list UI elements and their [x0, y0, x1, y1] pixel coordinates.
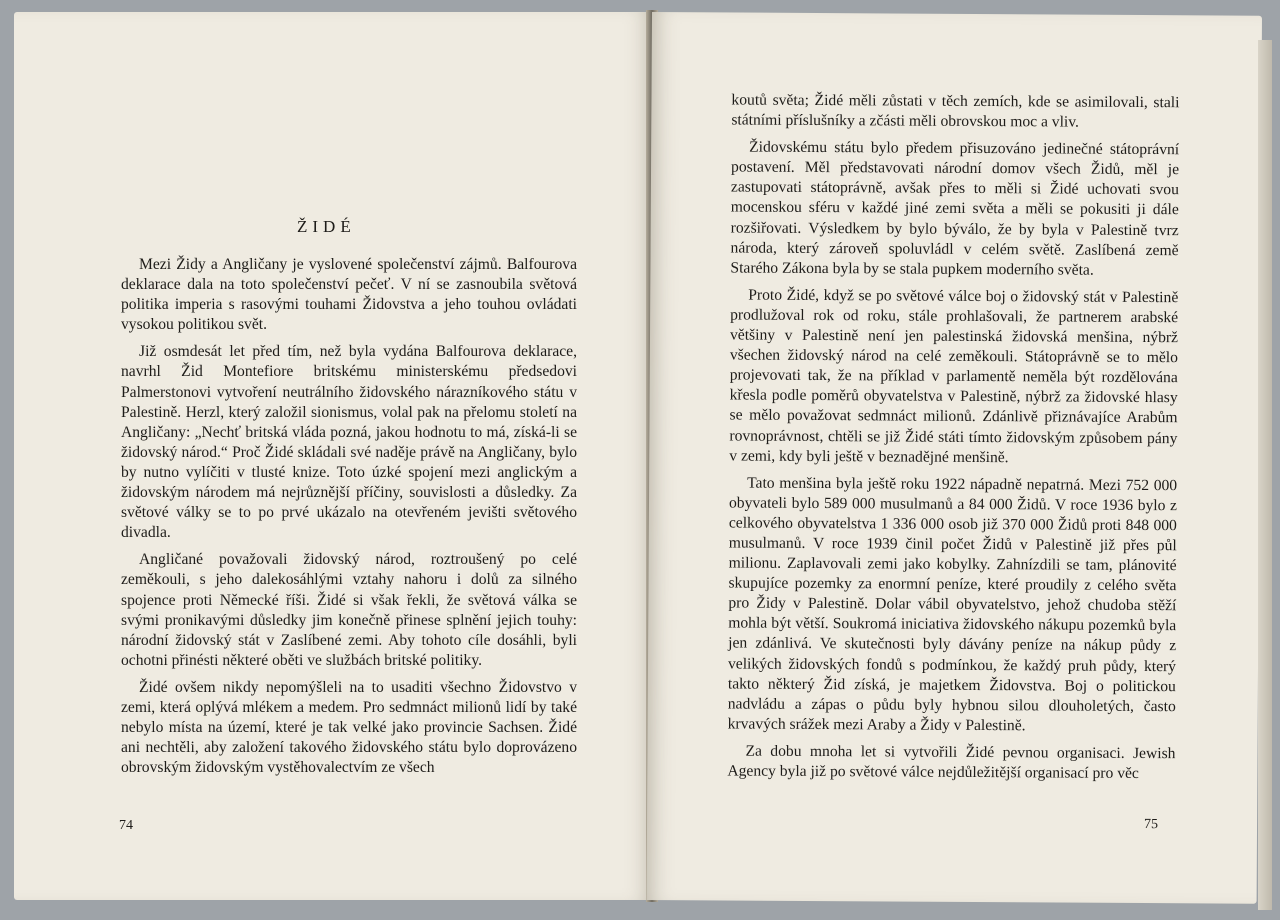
paragraph: Mezi Židy a Angličany je vyslovené společenství zájmů. Balfourova deklarace dala na toto společenství pečeť. V ní se zasnoubila světová politika imperia s rasovými touhami Židovstva a jeho touhou ovládati vysokou politikou svět.	[121, 256, 577, 334]
left-page	[14, 12, 652, 900]
page-number-left: 74	[119, 818, 133, 833]
chapter-title: ŽIDÉ	[297, 217, 356, 236]
paragraph: Tato menšina byla ještě roku 1922 nápadně nepatrná. Mezi 752 000 obyvateli bylo 589 000 musulmanů a 84 000 Židů. V roce 1936 bylo z celkového obyvatelstva 1 336 000 osob již 370 000 Židů proti 848 000 musulmanů. V roce 1939 činil počet Židů v Palestině již přes půl milionu. Zaplavovali zemi jako kobylky. Zahnízdili se tam, plánovité skupujíce pozemky za enormní peníze, které proudily z celého světa pro Židy v Palestině. Dolar vábil obyvatelstvo, jehož chudoba stěží mohla být větší. Soukromá iniciativa židovského nákupu pozemků byla jen zdánlivá. Ve skutečnosti byly dávány peníze na nákup půdy z velikých židovských fondů s podmínkou, že každý pruh půdy, který takto některý Žid získá, je majetkem Židovstva. Boj o politickou nadvládu a zápas o půdu byly hybnou silou dlouholetých, často krvavých srážek mezi Araby a Židy v Palestině.	[727, 474, 1178, 735]
paragraph: Angličané považovali židovský národ, roztroušený po celé zeměkouli, s jeho dalekosáhlými vztahy nahoru i dolů za silného spojence proti Německé říši. Židé si však řekli, že světová válka se svými pronikavými důsledky jim konečně přinese splnění jejich touhy: národní židovský stát v Zaslíbené zemi. Aby tohoto cíle dosáhli, byli ochotni přinésti některé oběti ve službách britské politiky.	[121, 551, 577, 669]
paragraph: Proto Židé, když se po světové válce boj o židovský stát v Palestině prodlužoval rok od roku, stále prohlašovali, že partnerem arabské většiny v Palestině není jen palestinská židovská menšina, nýbrž všechen židovský národ na celé zeměkouli. Státoprávně se to mělo projevovati tak, že na příklad v parlamentě neměla být rozdělována křesla podle poměrů obyvatelstva v Palestině, nýbrž za židovské hlasy se mělo považovat sedmnáct milionů. Zdánlivě přiznávajíce Arabům rovnoprávnost, chtěli se již Židé státi tímto židovským způsobem pány v zemi, kdy byli ještě v beznadějné menšině.	[729, 286, 1179, 466]
paragraph: Za dobu mnoha let si vytvořili Židé pevnou organisaci. Jewish Agency byla již po světové válce nejdůležitější organisací pro věc	[727, 742, 1176, 782]
paragraph: Již osmdesát let před tím, než byla vydána Balfourova deklarace, navrhl Žid Montefiore britskému ministerskému předsedovi Palmerstonovi vytvoření neutrálního židovského nárazníkového státu v Palestině. Herzl, který založil sionismus, volal pak na přelomu století na Angličany: „Nechť britská vláda pozná, jakou hodnotu to má, získá-li se židovský národ.“ Proč Židé skládali své naděje právě na Angličany, bylo by nutno vylíčiti v tlusté knize. Toto úzké spojení mezi anglickým a židovským národem má nejrůznější příčiny, souvislosti a důsledky. Za světové války se to po prvé ukázalo na otevřeném jevišti světového divadla.	[121, 343, 577, 542]
paragraph: Židovskému státu bylo předem přisuzováno jedinečné státoprávní postavení. Měl představovati národní domov všech Židů, měl je zastupovati státoprávně, avšak přes to měli si Židé uchovati svou mocenskou sféru v každé jiné zemi světa a měli se pokusiti ji dále rozšiřovati. Výsledkem by bylo býválo, že by byla v Palestině tvrz národa, který zároveň spoluvládl v celém světě. Zaslíbená země Starého Zákona byla by se stala pupkem moderního světa.	[730, 138, 1180, 279]
right-page-body	[727, 90, 1179, 791]
page-number-right: 75	[1144, 817, 1159, 833]
right-page	[647, 12, 1262, 904]
page-edges	[1258, 40, 1272, 910]
left-page-body	[121, 255, 577, 785]
paragraph: Židé ovšem nikdy nepomýšleli na to usaditi všechno Židovstvo v zemi, která oplývá mlékem a medem. Pro sedmnáct milionů lidí by také nebylo místa na území, které je tak velké jako provincie Sachsen. Židé ani nechtěli, aby založení takového židovského státu bylo doprovázeno obrovským židovským vystěhovalectvím ze všech	[121, 678, 577, 777]
continued-paragraph: koutů světa; Židé měli zůstati v těch zemích, kde se asimilovali, stali státními příslušníky a zčásti měli obrovskou moc a vliv.	[731, 91, 1180, 131]
